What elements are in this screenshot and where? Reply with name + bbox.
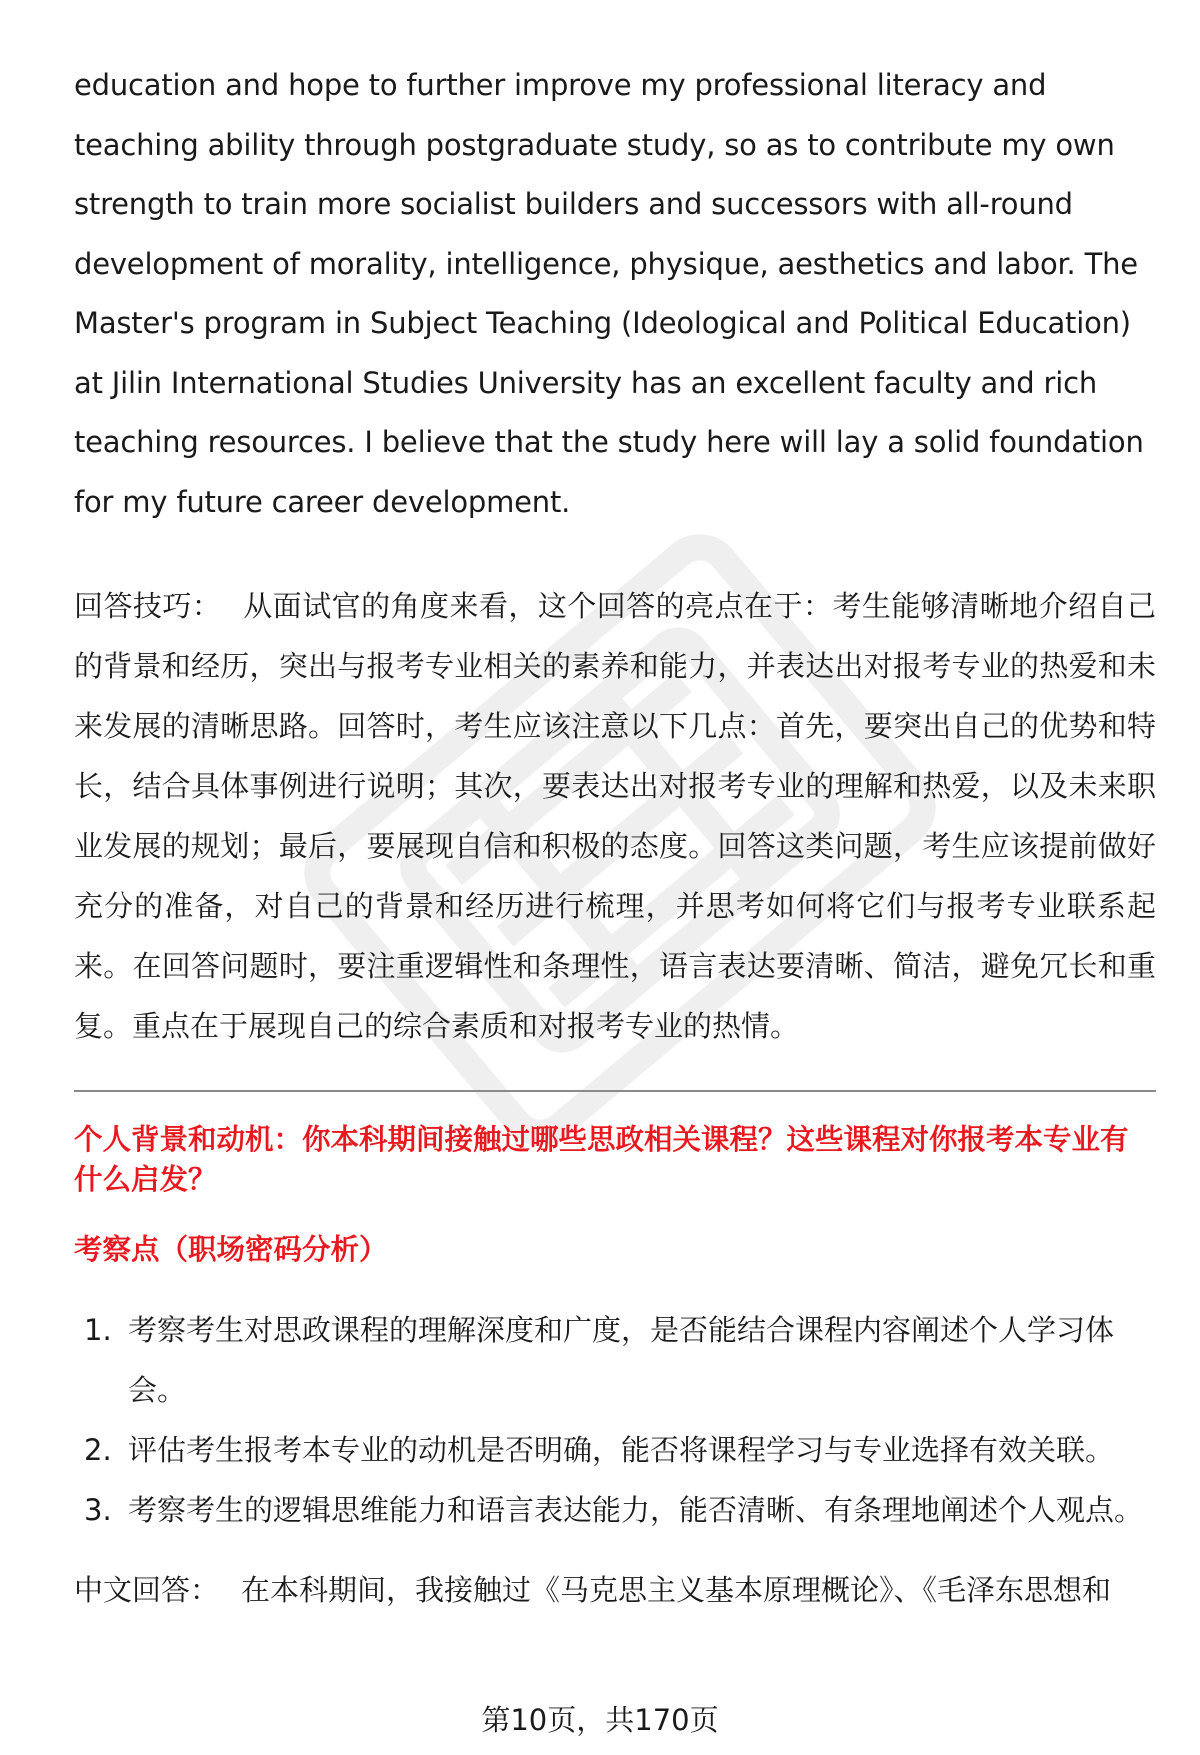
section-divider <box>74 1090 1156 1092</box>
analysis-point-list <box>74 1300 1156 1540</box>
page-number-footer: 第10页，共170页 <box>481 1703 719 1737</box>
analysis-title: 考察点（职场密码分析） <box>74 1233 388 1266</box>
english-paragraph: education and hope to further improve my professional literacy and teaching ability through postgraduate study, so as to contribute my own strength to train more socialist builders and successors with all-round development of morality, intelligence, physique, aesthetics and labor. The Master's program in Subject Teaching (Ideological and Political Education) at Jilin International Studies University has an excellent faculty and rich teaching resources. I believe that the study here will lay a solid foundation for my future career development. <box>74 68 1144 519</box>
question-heading: 个人背景和动机：你本科期间接触过哪些思政相关课程？这些课程对你报考本专业有什么启发？ <box>74 1123 1129 1196</box>
chinese-answer-label: 中文回答： <box>74 1573 220 1607</box>
list-item-text: 考察考生对思政课程的理解深度和广度，是否能结合课程内容阐述个人学习体会。 <box>128 1313 1115 1407</box>
answer-tips-text: 从面试官的角度来看，这个回答的亮点在于：考生能够清晰地介绍自己的背景和经历，突出与报考专业相关的素养和能力，并表达出对报考专业的热爱和未来发展的清晰思路。回答时，考生应该注意以下几点：首先，要突出自己的优势和特长，结合具体事例进行说明；其次，要表达出对报考专业的理解和热爱，以及未来职业发展的规划；最后，要展现自信和积极的态度。回答这类问题，考生应该提前做好充分的准备，对自己的背景和经历进行梳理，并思考如何将它们与报考专业联系起来。在回答问题时，要注重逻辑性和条理性，语言表达要清晰、简洁，避免冗长和重复。重点在于展现自己的综合素质和对报考专业的热情。 <box>74 589 1156 1043</box>
chinese-answer-paragraph <box>74 1570 1156 1610</box>
list-item-text: 考察考生的逻辑思维能力和语言表达能力，能否清晰、有条理地阐述个人观点。 <box>128 1493 1144 1527</box>
answer-tips-label: 回答技巧： <box>74 589 222 623</box>
list-item-text: 评估考生报考本专业的动机是否明确，能否将课程学习与专业选择有效关联。 <box>128 1433 1115 1467</box>
main-content <box>74 56 1156 1610</box>
answer-tips-paragraph <box>74 576 1156 1056</box>
list-item <box>74 1300 1156 1420</box>
list-item-number: 1. <box>84 1313 112 1347</box>
list-item <box>74 1420 1156 1480</box>
chinese-answer-text: 在本科期间，我接触过《马克思主义基本原理概论》、《毛泽东思想和 <box>241 1573 1112 1607</box>
list-item <box>74 1480 1156 1540</box>
list-item-number: 3. <box>84 1493 112 1527</box>
list-item-number: 2. <box>84 1433 112 1467</box>
